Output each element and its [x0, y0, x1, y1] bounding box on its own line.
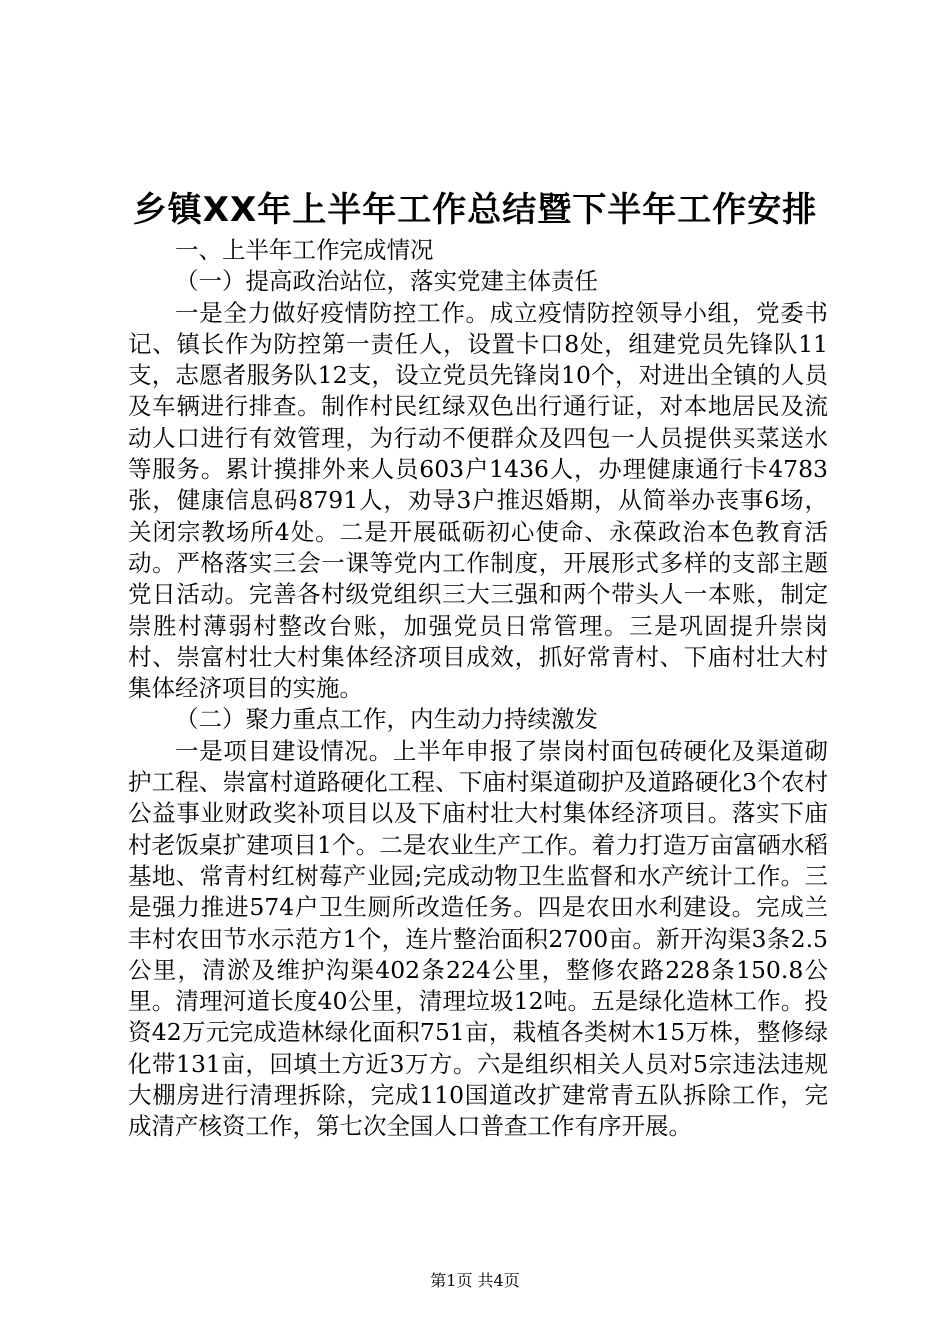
paragraph-party-building: 一是全力做好疫情防控工作。成立疫情防控领导小组，党委书记、镇长作为防控第一责任人，设置卡口8处，组建党员先锋队11支，志愿者服务队12支，设立党员先锋岗10个，对进出全镇的人员及车辆进行排查。制作村民红绿双色出行通行证，对本地居民及流动人口进行有效管理，为行动不便群众及四包一人员提供买菜送水等服务。累计摸排外来人员603户1436人，办理健康通行卡4783张，健康信息码8791人，劝导3户推迟婚期，从简举办丧事6场，关闭宗教场所4处。二是开展砥砺初心使命、永葆政治本色教育活动。严格落实三会一课等党内工作制度，开展形式多样的支部主题党日活动。完善各村级党组织三大三强和两个带头人一本账，制定崇胜村薄弱村整改台账，加强党员日常管理。三是巩固提升崇岗村、崇富村壮大村集体经济项目成效，抓好常青村、下庙村壮大村集体经济项目的实施。: [128, 298, 828, 703]
document-title: 乡镇XX年上半年工作总结暨下半年工作安排: [132, 190, 818, 230]
document-body: [128, 235, 828, 1143]
subsection-heading-1: （一）提高政治站位，落实党建主体责任: [175, 267, 598, 296]
section-heading-1: 一、上半年工作完成情况: [175, 236, 434, 264]
subsection-heading-2: （二）聚力重点工作，内生动力持续激发: [175, 705, 598, 734]
page-footer: 第1页 共4页: [430, 1271, 520, 1290]
paragraph-key-work: 一是项目建设情况。上半年申报了崇岗村面包砖硬化及渠道砌护工程、崇富村道路硬化工程、下庙村渠道砌护及道路硬化3个农村公益事业财政奖补项目以及下庙村壮大村集体经济项目。落实下庙村老饭桌扩建项目1个。二是农业生产工作。着力打造万亩富硒水稻基地、常青村红树莓产业园;完成动物卫生监督和水产统计工作。三是强力推进574户卫生厕所改造任务。四是农田水利建设。完成兰丰村农田节水示范方1个，连片整治面积2700亩。新开沟渠3条2.5公里，清淤及维护沟渠402条224公里，整修农路228条150.8公里。清理河道长度40公里，清理垃圾12吨。五是绿化造林工作。投资42万元完成造林绿化面积751亩，栽植各类树木15万株，整修绿化带131亩，回填土方近3万方。六是组织相关人员对5宗违法违规大棚房进行清理拆除，完成110国道改扩建常青五队拆除工作，完成清产核资工作，第七次全国人口普查工作有序开展。: [128, 736, 828, 1141]
